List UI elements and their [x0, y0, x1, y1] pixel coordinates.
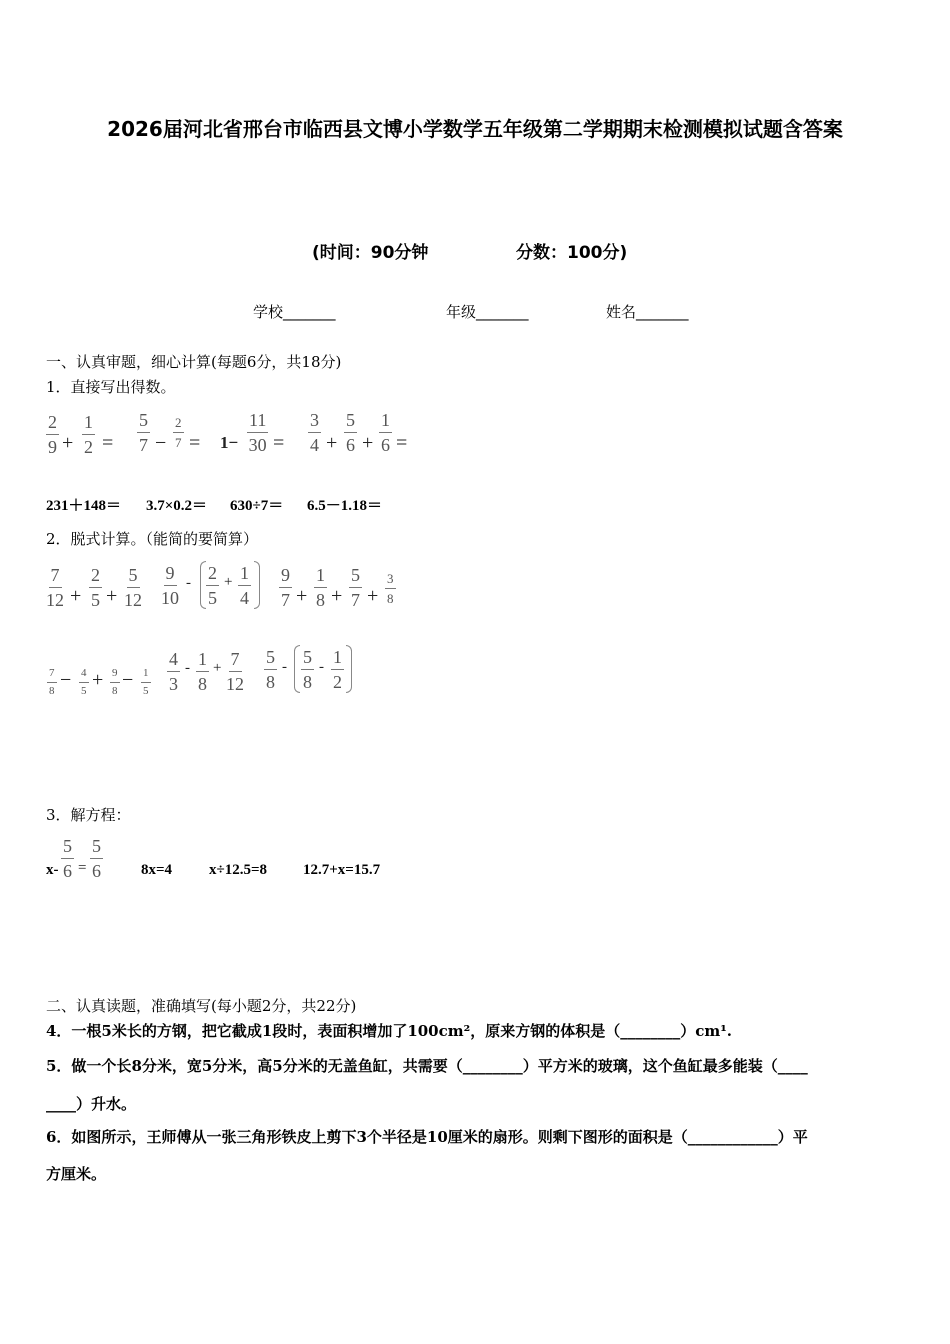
fraction: $\frac{2}{7}$ — [175, 415, 182, 450]
fraction: $\frac{4}{3}$ — [169, 649, 178, 694]
q3-label: 3．解方程： — [46, 806, 131, 824]
fraction: $\frac{1}{6}$ — [381, 410, 390, 455]
fraction: $\frac{3}{8}$ — [387, 571, 394, 606]
page-title: 2026届河北省邢台市临西县文博小学数学五年级第二学期期末检测模拟试题含答案 — [107, 117, 843, 141]
fraction: $\frac{1}{4}$ — [240, 563, 249, 608]
time-info: (时间：90分钟 — [312, 243, 429, 263]
q1-row2-expr-2: 3.7×0.2＝ — [146, 498, 208, 514]
fraction: $\frac{3}{4}$ — [310, 410, 319, 455]
q3-equation-4: 12.7+x=15.7 — [303, 862, 381, 878]
q2-label: 2．脱式计算。（能简的要简算） — [46, 530, 259, 548]
fraction: $\frac{2}{9}$ — [48, 412, 57, 457]
grade-field[interactable]: 年级_______ — [446, 303, 529, 321]
fraction: $\frac{5}{12}$ — [124, 565, 142, 610]
fraction: $\frac{2}{5}$ — [91, 565, 100, 610]
q1-label: 1．直接写出得数。 — [46, 378, 176, 396]
q3-equation-2: 8x=4 — [141, 862, 173, 878]
fraction: $\frac{7}{12}$ — [226, 649, 244, 694]
fraction: $\frac{11}{30}$ — [248, 410, 267, 455]
fraction: $\frac{9}{10}$ — [161, 563, 179, 608]
fraction: $\frac{1}{2}$ — [333, 647, 342, 692]
fraction: $\frac{1}{8}$ — [316, 565, 325, 610]
q5-text-line2: ____）升水。 — [46, 1095, 137, 1113]
fraction: $\frac{9}{8}$ — [112, 667, 118, 697]
name-field[interactable]: 姓名_______ — [606, 303, 689, 321]
fraction: $\frac{5}{6}$ — [63, 836, 72, 881]
fraction: $\frac{5}{6}$ — [92, 836, 101, 881]
q3-equation-3: x÷12.5=8 — [209, 862, 268, 878]
fraction: $\frac{7}{8}$ — [49, 667, 55, 697]
q1-row2-expr-4: 6.5－1.18＝ — [307, 498, 383, 514]
fraction: $\frac{1}{5}$ — [143, 667, 149, 697]
q6-text-line2: 方厘米。 — [46, 1165, 107, 1183]
section1-heading: 一、认真审题，细心计算(每题6分，共18分) — [46, 353, 342, 371]
q5-text-line1: 5．做一个长8分米，宽5分米，高5分米的无盖鱼缸，共需要（________）平方米的玻璃，这个鱼缸最多能装（____ — [46, 1057, 808, 1075]
q6-text-line1: 6．如图所示，王师傅从一张三角形铁皮上剪下3个半径是10厘米的扇形。则剩下图形的面积是（____________）平 — [46, 1128, 808, 1146]
fraction: $\frac{5}{7}$ — [139, 410, 148, 455]
q1-row2-expr-1: 231＋148＝ — [46, 498, 122, 514]
q1-row2-expr-3: 630÷7＝ — [230, 498, 284, 514]
score-info: 分数：100分) — [516, 243, 628, 263]
fraction: $\frac{4}{5}$ — [81, 667, 87, 697]
fraction: $\frac{7}{12}$ — [46, 565, 64, 610]
section2-heading: 二、认真读题，准确填写(每小题2分，共22分) — [46, 997, 357, 1015]
school-field[interactable]: 学校_______ — [253, 303, 336, 321]
fraction: $\frac{1}{2}$ — [84, 412, 93, 457]
fraction: $\frac{2}{5}$ — [208, 563, 217, 608]
q4-text: 4．一根5米长的方钢，把它截成1段时，表面积增加了100cm²，原来方钢的体积是（________）cm¹. — [46, 1022, 732, 1040]
fraction: $\frac{5}{8}$ — [266, 647, 275, 692]
fraction: $\frac{5}{6}$ — [346, 410, 355, 455]
fraction: $\frac{9}{7}$ — [281, 565, 290, 610]
fraction: $\frac{1}{8}$ — [198, 649, 207, 694]
fraction: $\frac{5}{7}$ — [351, 565, 360, 610]
fraction: $\frac{5}{8}$ — [303, 647, 312, 692]
